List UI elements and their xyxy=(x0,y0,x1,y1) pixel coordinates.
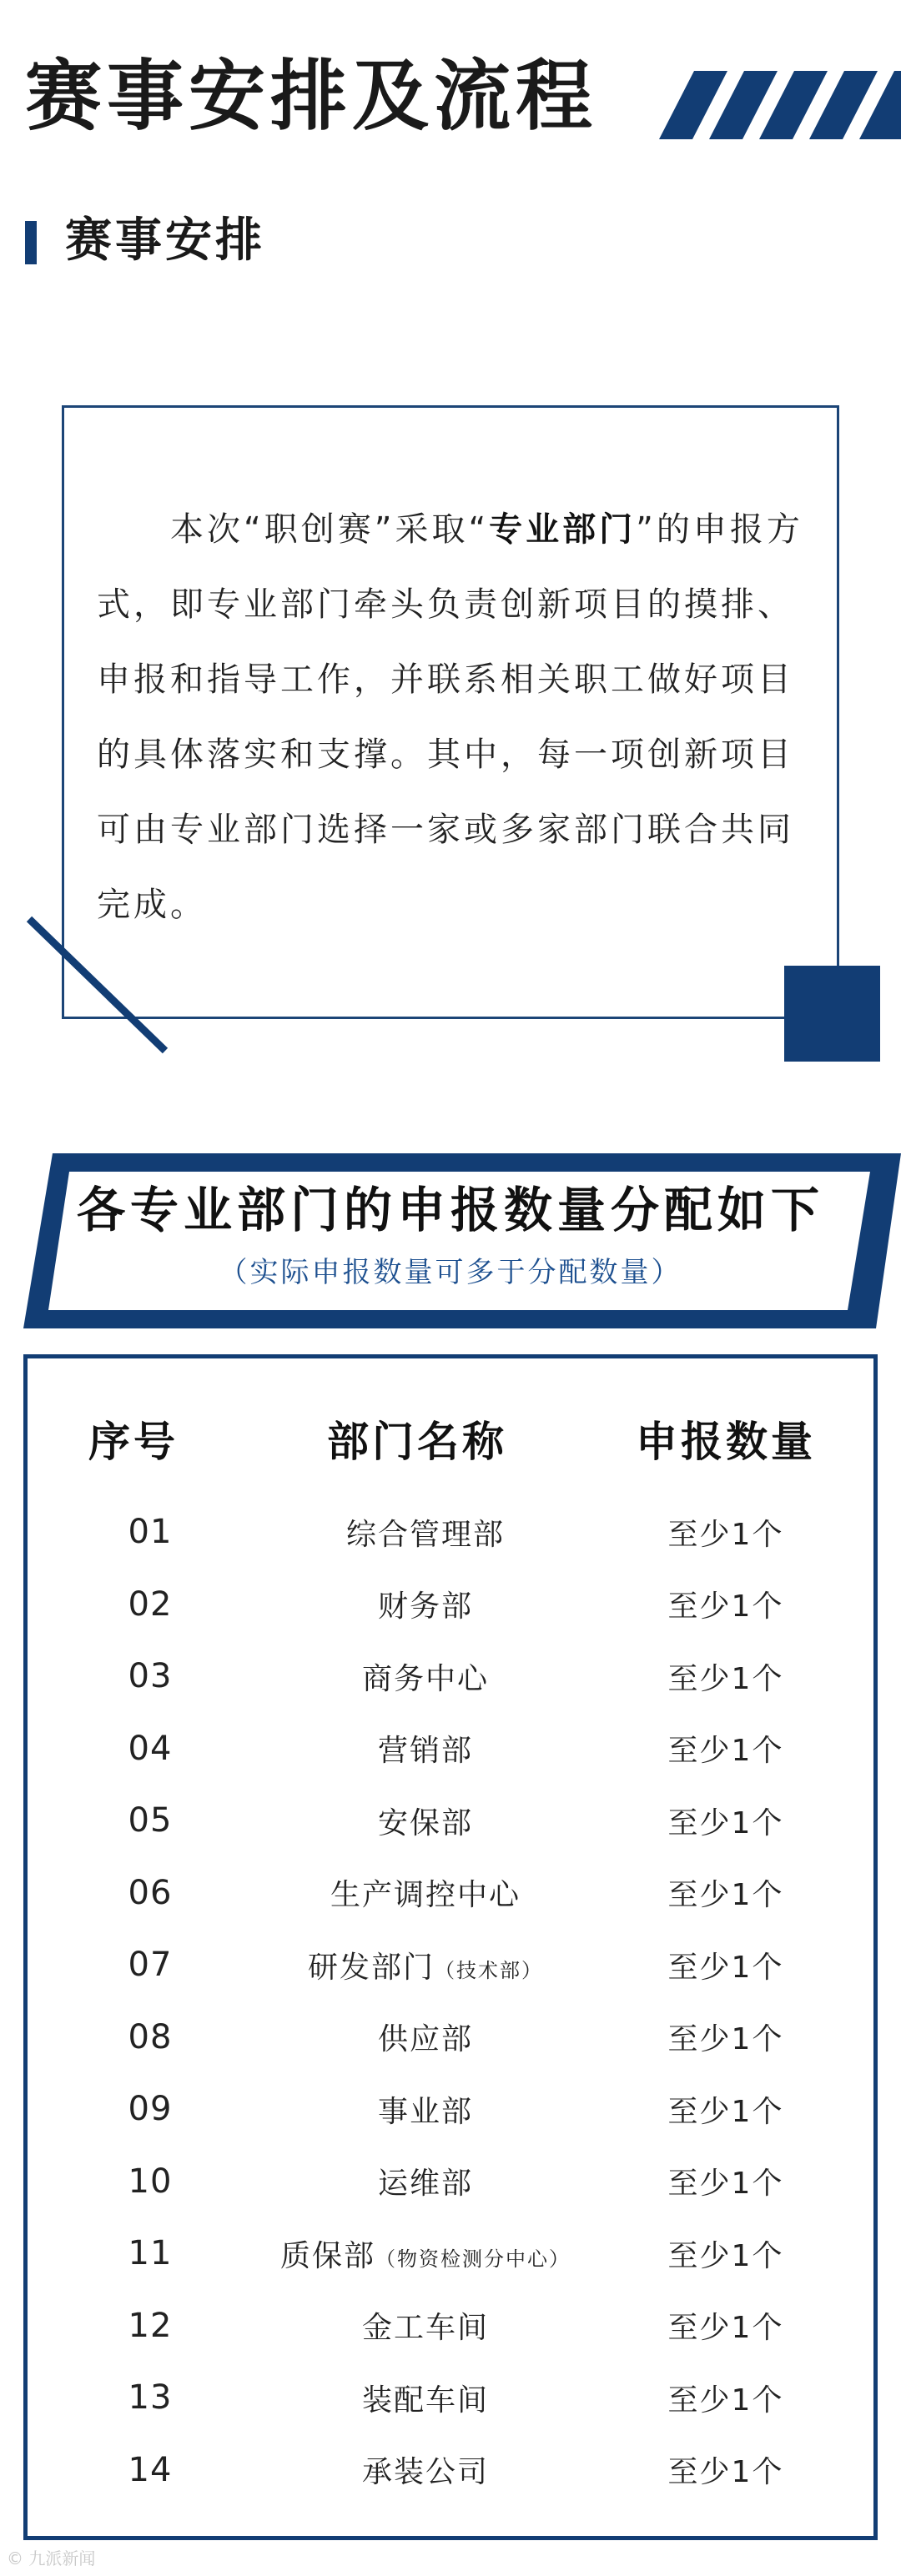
department-name-text: 商务中心 xyxy=(361,1661,489,1696)
banner-title: 各专业部门的申报数量分配如下 xyxy=(76,1182,824,1238)
column-header-department: 部门名称 xyxy=(327,1418,507,1466)
section-title: 赛事安排 xyxy=(65,213,265,268)
intro-text-bold: 专业部门 xyxy=(489,510,637,549)
table-row xyxy=(50,2290,851,2363)
department-name xyxy=(250,2232,601,2275)
column-header-quantity: 申报数量 xyxy=(636,1418,816,1466)
table-row xyxy=(50,1857,851,1930)
department-name-text: 承装公司 xyxy=(361,2455,489,2490)
table-row xyxy=(50,2146,851,2218)
department-name-text: 研发部门 xyxy=(307,1950,435,1985)
department-name xyxy=(250,1871,601,1914)
row-number: 05 xyxy=(128,1801,173,1840)
table-row xyxy=(50,1496,851,1569)
department-name-text: 质保部 xyxy=(279,2238,375,2273)
department-name xyxy=(250,2016,601,2058)
submission-quantity: 至少1个 xyxy=(667,2311,784,2346)
submission-quantity: 至少1个 xyxy=(667,1878,784,1913)
row-number: 09 xyxy=(128,2090,173,2129)
department-name xyxy=(250,2377,601,2419)
submission-quantity: 至少1个 xyxy=(667,1734,784,1769)
submission-quantity: 至少1个 xyxy=(667,2094,784,2129)
department-name-text: 综合管理部 xyxy=(345,1517,505,1552)
submission-quantity: 至少1个 xyxy=(667,2455,784,2490)
row-number: 11 xyxy=(128,2234,173,2273)
table-row xyxy=(50,2217,851,2290)
submission-quantity: 至少1个 xyxy=(667,1589,784,1624)
department-name-text: 营销部 xyxy=(377,1734,473,1769)
submission-quantity: 至少1个 xyxy=(667,2238,784,2273)
diagonal-line-decoration xyxy=(0,901,217,1084)
row-number: 06 xyxy=(128,1873,173,1912)
submission-quantity: 至少1个 xyxy=(667,1805,784,1840)
department-name xyxy=(250,1583,601,1625)
department-name-text: 财务部 xyxy=(377,1589,473,1624)
row-number: 02 xyxy=(128,1584,173,1624)
table-row xyxy=(50,1929,851,2001)
banner-frame xyxy=(23,1153,901,1328)
department-name xyxy=(250,1800,601,1842)
department-name-text: 事业部 xyxy=(377,2094,473,2129)
intro-text-part1: 本次“职创赛”采取“ xyxy=(170,510,490,549)
row-number: 13 xyxy=(128,2378,173,2418)
row-number: 12 xyxy=(128,2306,173,2345)
watermark: © 九派新闻 xyxy=(7,2548,96,2568)
department-name-text: 安保部 xyxy=(377,1805,473,1840)
intro-paragraph xyxy=(97,492,814,942)
row-number: 03 xyxy=(128,1657,173,1696)
corner-square-decoration xyxy=(784,966,880,1062)
department-note: （物资检测分中心） xyxy=(375,2247,571,2271)
submission-quantity: 至少1个 xyxy=(667,1517,784,1552)
table-body xyxy=(50,1496,851,2506)
banner-subtitle: （实际申报数量可多于分配数量） xyxy=(219,1256,682,1289)
table-row xyxy=(50,1569,851,1641)
department-name xyxy=(250,2160,601,2202)
submission-quantity: 至少1个 xyxy=(667,2022,784,2057)
row-number: 10 xyxy=(128,2162,173,2201)
row-number: 07 xyxy=(128,1946,173,1985)
department-name-text: 供应部 xyxy=(377,2022,473,2057)
department-name-text: 运维部 xyxy=(377,2167,473,2202)
table-row xyxy=(50,2434,851,2507)
section-marker xyxy=(25,221,37,264)
table-row xyxy=(50,2362,851,2434)
table-row xyxy=(50,2001,851,2074)
table-row xyxy=(50,1640,851,1713)
submission-quantity: 至少1个 xyxy=(667,1950,784,1985)
department-name xyxy=(250,1511,601,1554)
row-number: 04 xyxy=(128,1729,173,1768)
department-note: （技术部） xyxy=(435,1958,543,1982)
table-row xyxy=(50,2073,851,2146)
column-header-number: 序号 xyxy=(88,1418,179,1466)
department-name-text: 装配车间 xyxy=(361,2383,489,2418)
department-name xyxy=(250,2304,601,2347)
submission-quantity: 至少1个 xyxy=(667,1661,784,1696)
department-name xyxy=(250,1655,601,1698)
department-name xyxy=(250,1944,601,1986)
table-row xyxy=(50,1785,851,1857)
submission-quantity: 至少1个 xyxy=(667,2383,784,2418)
department-name xyxy=(250,2448,601,2491)
department-name xyxy=(250,2088,601,2131)
row-number: 01 xyxy=(128,1513,173,1552)
intro-text-part2: ”的申报方式，即专业部门牵头负责创新项目的摸排、申报和指导工作，并联系相关职工做好项目的具体落实和支撑。其中，每一项创新项目可由专业部门选择一家或多家部门联合共同完成。 xyxy=(97,510,803,924)
table-row xyxy=(50,1713,851,1785)
row-number: 14 xyxy=(128,2450,173,2489)
stripes-decoration xyxy=(659,71,901,139)
department-name-text: 金工车间 xyxy=(361,2311,489,2346)
page-title: 赛事安排及流程 xyxy=(25,52,598,141)
row-number: 08 xyxy=(128,2017,173,2056)
submission-quantity: 至少1个 xyxy=(667,2167,784,2202)
department-name-text: 生产调控中心 xyxy=(330,1878,521,1913)
department-name xyxy=(250,1727,601,1770)
